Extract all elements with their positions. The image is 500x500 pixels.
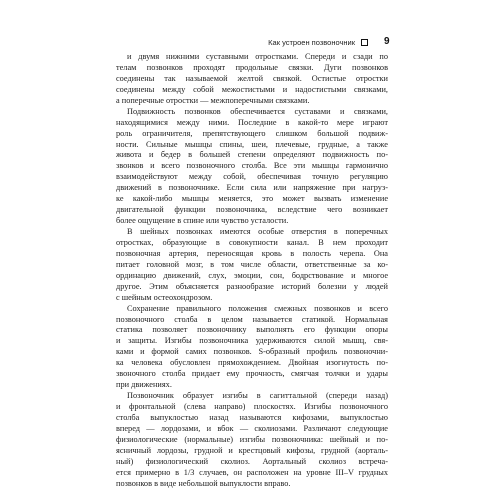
running-title: Как устроен позвоночник [268, 38, 355, 47]
paragraph [116, 227, 388, 304]
text-line: ности. Сильные мышцы спины, шеи, плечевые, грудные, а также [116, 139, 388, 149]
paragraph [116, 107, 388, 227]
text-line: роль ограничителя, препятствующего слишком большой подвиж- [116, 128, 388, 138]
text-line: и двумя нижними суставными отростками. Спереди и сзади по [127, 52, 388, 61]
text-line: ординацию движений, слух, эмоции, сон, бодрствование и многое [116, 270, 388, 280]
text-line: Сохранение правильного положения смежных позвонков и всего [127, 303, 388, 313]
text-line: с шейным остеохондрозом. [116, 292, 213, 302]
text-line: ный) физиологический сколиоз. Аортальный сколиоз встреча- [116, 456, 388, 466]
text-line: отростках, образующие в совокупности канал. В нем проходит [116, 237, 388, 247]
text-line: телам позвонков проходят продольные связки. Дуги позвонков [116, 62, 388, 72]
text-line: движений в позвоночнике. Если сила или напряжение при нагруз- [116, 183, 388, 193]
text-line: ка человека обусловлен прямохождением. Двойная изогнутость по- [116, 358, 388, 368]
text-line: при движениях. [116, 380, 172, 390]
text-line: вперед — лордозами, и вбок — сколиозами. Различают следующие [116, 423, 388, 433]
text-line: позвоночного столба в целом называется статикой. Нормальная [116, 314, 388, 324]
text-line: находящимися между ними. Последние в какой-то мере играют [116, 117, 388, 127]
paragraph [116, 304, 388, 392]
page-header [0, 36, 500, 52]
text-line: и защиты. Изгибы позвоночника удерживаются силой мышц, свя- [116, 336, 388, 346]
text-line: взаимодействуют между собой, обеспечивая точную регуляцию [116, 172, 388, 182]
text-line: позвоночная артерия, переносящая кровь в полость черепа. Она [116, 248, 388, 258]
text-line: Подвижность позвонков обеспечивается суставами и связками, [127, 106, 388, 116]
paragraph [116, 391, 388, 489]
text-line: питает головной мозг, в том числе области, ответственные за ко- [116, 259, 388, 269]
text-line: статика позволяет позвоночнику выполнять его функции опоры [116, 325, 388, 335]
text-line: двигательной функции позвоночника, вследствие чего возникает [116, 205, 388, 215]
text-line: столба выпуклостью назад называются кифозами, выпуклостью [116, 412, 388, 422]
text-line: соединены между собой межостистыми и надостистыми связками, [116, 84, 388, 94]
text-line: ке какой-либо мышцы меняется, это может вызвать изменение [116, 194, 388, 204]
text-line: а поперечные отростки — межпоперечными связками. [116, 95, 310, 105]
text-line: соединены так называемой желтой связкой. Остистые отростки [116, 73, 388, 83]
text-line: позвонков в виде небольшой выпуклости вправо. [116, 478, 291, 488]
text-line: и фронтальной (слева направо) плоскостях. Изгибы позвоночного [116, 402, 388, 411]
text-line: ками и формой самих позвонков. S-образный профиль позвоночни- [116, 347, 388, 357]
text-line: ясничный лордозы, грудной и крестцовый кифозы, грудной (аорталь- [116, 445, 388, 455]
square-outline-icon [361, 39, 368, 46]
text-line: звоночного столба придает ему прочность, смягчая толчки и удары [116, 369, 388, 379]
text-line: ется примерно в 1/3 случаев, он расположен на уровне III–V грудных [116, 467, 388, 477]
page-number: 9 [384, 36, 390, 47]
text-line: другое. Этим объясняется разнообразие историй болезни у людей [116, 281, 388, 291]
text-line: живота и бедер в большей степени определяют подвижность по- [116, 150, 388, 160]
body-text [116, 52, 388, 490]
text-line: В шейных позвонках имеются особые отверстия в поперечных [127, 227, 388, 236]
text-line: физиологические (нормальные) изгибы позвоночника: шейный и по- [116, 434, 388, 444]
text-line: более ощущение в спине или чувство усталости. [116, 216, 289, 226]
paragraph [116, 52, 388, 107]
text-line: Позвоночник образует изгибы в сагиттальной (спереди назад) [127, 391, 388, 401]
text-line: звонков и всего позвоночного столба. Все эти мышцы гармонично [116, 161, 388, 171]
